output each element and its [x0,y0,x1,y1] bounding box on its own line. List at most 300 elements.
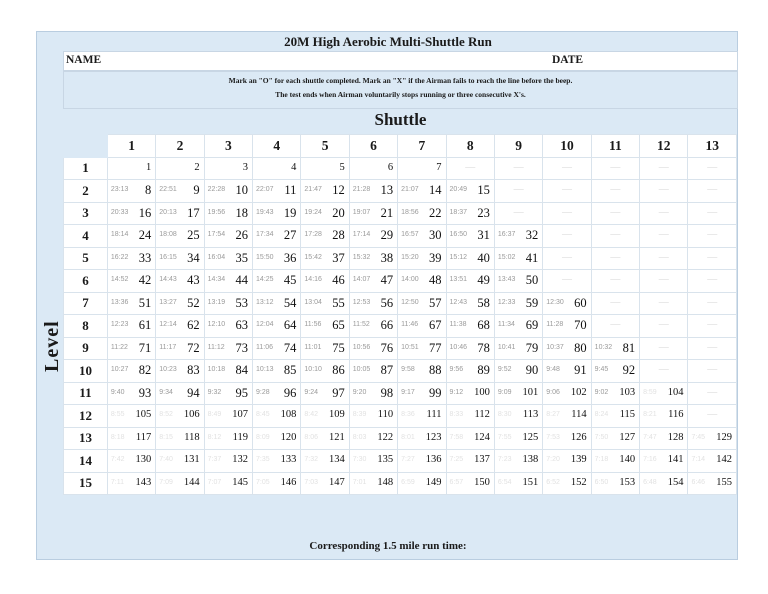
shuttle-cell[interactable] [446,157,494,180]
shuttle-cell[interactable] [301,360,349,383]
shuttle-number: 146 [280,476,297,488]
shuttle-cell[interactable] [301,405,349,428]
shuttle-cell[interactable] [640,247,688,270]
shuttle-cell[interactable] [494,360,542,383]
shuttle-number: 54 [283,295,297,310]
shuttle-number: 153 [619,476,636,488]
shuttle-cell[interactable] [204,405,252,428]
shuttle-cell[interactable] [591,360,639,383]
shuttle-number: 93 [138,385,152,400]
shuttle-cell[interactable] [446,450,494,473]
shuttle-cell[interactable] [204,292,252,315]
shuttle-cell[interactable] [204,450,252,473]
run-time: 14:00 [401,276,419,283]
shuttle-number: 35 [235,250,249,265]
shuttle-number: 2 [194,161,200,173]
empty-dash: — [707,251,718,263]
shuttle-number: 117 [135,431,152,443]
shuttle-cell[interactable] [253,292,301,315]
shuttle-number: 143 [135,476,152,488]
shuttle-cell[interactable] [107,157,155,180]
shuttle-number: 1 [146,161,152,173]
empty-dash: — [610,251,621,263]
shuttle-column-header: 12 [640,135,688,158]
run-time: 16:22 [110,253,129,261]
shuttle-cell[interactable] [204,360,252,383]
shuttle-cell[interactable] [349,202,397,225]
run-time: 7:11 [110,478,125,486]
shuttle-cell[interactable] [301,315,349,338]
shuttle-cell[interactable] [398,360,446,383]
shuttle-cell[interactable] [398,315,446,338]
run-time: 22:28 [207,186,226,193]
shuttle-cell[interactable] [640,450,688,473]
shuttle-cell[interactable] [349,180,397,203]
shuttle-number: 47 [380,273,394,287]
shuttle-cell[interactable] [156,202,204,225]
shuttle-cell[interactable] [688,427,737,450]
shuttle-cell[interactable] [301,157,349,180]
shuttle-cell[interactable] [688,270,737,293]
run-time: 13:43 [497,276,516,283]
shuttle-cell[interactable] [591,202,639,225]
run-time-footer: Corresponding 1.5 mile run time: [309,540,467,552]
shuttle-number: 71 [138,340,152,355]
shuttle-cell[interactable] [446,270,494,293]
shuttle-cell[interactable] [204,225,252,248]
shuttle-cell[interactable] [253,202,301,225]
level-number: 11 [64,382,108,405]
level-row [64,337,737,360]
run-time: 14:43 [159,276,177,283]
shuttle-cell[interactable] [398,292,446,315]
shuttle-cell[interactable] [640,360,688,383]
shuttle-cell[interactable] [301,427,349,450]
shuttle-cell[interactable] [204,315,252,338]
shuttle-cell[interactable] [494,427,542,450]
shuttle-column-header: 10 [543,135,591,158]
run-time: 13:27 [159,298,177,306]
shuttle-number: 83 [187,363,200,377]
shuttle-cell[interactable] [446,360,494,383]
run-time: 8:52 [159,411,173,418]
run-time: 17:14 [352,231,371,238]
shuttle-cell[interactable] [107,225,155,248]
shuttle-number: 118 [184,431,200,443]
shuttle-cell[interactable] [591,180,639,203]
shuttle-cell[interactable] [156,292,204,315]
shuttle-cell[interactable] [640,382,688,405]
shuttle-cell[interactable] [253,157,301,180]
shuttle-cell[interactable] [349,270,397,293]
run-time: 11:01 [304,343,322,351]
shuttle-cell[interactable] [543,405,591,428]
shuttle-number: 114 [571,409,587,420]
run-time: 16:15 [159,253,177,261]
shuttle-number: 136 [425,454,442,465]
run-time: 8:33 [449,411,464,418]
shuttle-cell[interactable] [543,247,591,270]
shuttle-cell[interactable] [591,450,639,473]
shuttle-cell[interactable] [591,337,639,360]
shuttle-cell[interactable] [640,315,688,338]
shuttle-number: 72 [187,340,200,355]
shuttle-cell[interactable] [156,450,204,473]
shuttle-cell[interactable] [446,337,494,360]
shuttle-cell[interactable] [301,450,349,473]
shuttle-cell[interactable] [398,472,446,495]
shuttle-cell[interactable] [156,382,204,405]
shuttle-cell[interactable] [349,157,397,180]
run-time: 7:40 [159,456,173,463]
shuttle-cell[interactable] [640,225,688,248]
shuttle-cell[interactable] [494,270,542,293]
shuttle-cell[interactable] [349,315,397,338]
shuttle-column-header: 8 [446,135,494,158]
shuttle-cell[interactable] [494,337,542,360]
shuttle-cell[interactable] [494,292,542,315]
shuttle-cell[interactable] [107,180,155,203]
shuttle-cell[interactable] [301,292,349,315]
shuttle-cell[interactable] [446,405,494,428]
shuttle-cell[interactable] [204,472,252,495]
shuttle-cell[interactable] [591,292,639,315]
level-number: 12 [64,405,108,428]
shuttle-number: 39 [429,250,442,265]
shuttle-cell[interactable] [349,450,397,473]
shuttle-cell[interactable] [446,225,494,248]
shuttle-cell[interactable] [591,472,639,495]
shuttle-cell[interactable] [688,202,737,225]
shuttle-cell[interactable] [688,382,737,405]
run-time: 6:52 [546,478,560,486]
shuttle-cell[interactable] [301,382,349,405]
run-time: 13:04 [304,298,322,306]
shuttle-number: 101 [522,386,539,398]
shuttle-cell[interactable] [543,450,591,473]
shuttle-cell[interactable] [107,292,155,315]
run-time: 6:48 [643,478,657,486]
shuttle-cell[interactable] [156,427,204,450]
shuttle-cell[interactable] [349,225,397,248]
shuttle-cell[interactable] [688,405,737,428]
level-number: 4 [64,225,108,248]
shuttle-cell[interactable] [253,405,301,428]
shuttle-cell[interactable] [107,315,155,338]
shuttle-number: 18 [235,205,249,220]
shuttle-cell[interactable] [398,405,446,428]
run-time: 7:01 [352,478,367,486]
shuttle-cell[interactable] [301,337,349,360]
run-time: 11:52 [352,321,370,328]
shuttle-number: 109 [329,409,345,420]
shuttle-cell[interactable] [156,360,204,383]
shuttle-cell[interactable] [446,427,494,450]
shuttle-cell[interactable] [349,360,397,383]
shuttle-number: 78 [477,340,490,355]
shuttle-cell[interactable] [640,180,688,203]
shuttle-cell[interactable] [204,337,252,360]
shuttle-number: 108 [280,409,297,420]
date-label: DATE [552,54,584,66]
shuttle-cell[interactable] [253,315,301,338]
shuttle-cell[interactable] [494,450,542,473]
shuttle-cell[interactable] [156,247,204,270]
shuttle-cell[interactable] [446,292,494,315]
shuttle-number: 64 [283,318,297,332]
shuttle-cell[interactable] [398,247,446,270]
shuttle-cell[interactable] [156,405,204,428]
shuttle-cell[interactable] [494,225,542,248]
shuttle-cell[interactable] [301,247,349,270]
shuttle-cell[interactable] [543,382,591,405]
shuttle-cell[interactable] [640,427,688,450]
shuttle-cell[interactable] [253,360,301,383]
run-time: 11:46 [401,321,419,328]
shuttle-cell[interactable] [543,360,591,383]
empty-dash: — [707,274,718,285]
shuttle-cell[interactable] [107,450,155,473]
empty-dash: — [658,341,669,353]
shuttle-number: 69 [525,318,539,332]
shuttle-cell[interactable] [253,450,301,473]
shuttle-number: 14 [429,183,442,197]
shuttle-cell[interactable] [204,427,252,450]
shuttle-cell[interactable] [640,270,688,293]
shuttle-cell[interactable] [494,382,542,405]
shuttle-cell[interactable] [543,472,591,495]
shuttle-number: 23 [477,205,490,220]
shuttle-number: 29 [380,228,394,242]
shuttle-cell[interactable] [688,292,737,315]
shuttle-cell[interactable] [591,157,639,180]
shuttle-cell[interactable] [591,405,639,428]
run-time: 8:12 [207,433,222,441]
run-time: 18:56 [401,208,419,216]
shuttle-cell[interactable] [349,472,397,495]
shuttle-cell[interactable] [640,157,688,180]
shuttle-cell[interactable] [156,472,204,495]
shuttle-cell[interactable] [204,157,252,180]
empty-dash: — [513,161,524,173]
run-time: 10:41 [497,343,516,351]
run-time: 22:07 [256,186,274,193]
shuttle-cell[interactable] [543,157,591,180]
shuttle-cell[interactable] [688,337,737,360]
shuttle-cell[interactable] [349,427,397,450]
shuttle-cell[interactable] [107,247,155,270]
shuttle-cell[interactable] [156,157,204,180]
shuttle-cell[interactable] [494,315,542,338]
run-time: 10:37 [546,343,564,351]
run-time: 15:50 [256,253,274,261]
shuttle-cell[interactable] [107,337,155,360]
shuttle-cell[interactable] [591,247,639,270]
shuttle-cell[interactable] [301,202,349,225]
shuttle-cell[interactable] [640,405,688,428]
shuttle-cell[interactable] [398,225,446,248]
shuttle-cell[interactable] [591,427,639,450]
shuttle-cell[interactable] [253,247,301,270]
shuttle-number: 147 [329,476,345,488]
run-time: 16:04 [207,253,226,261]
shuttle-cell[interactable] [543,315,591,338]
sheet-title: 20M High Aerobic Multi-Shuttle Run [284,34,492,49]
shuttle-cell[interactable] [688,157,737,180]
run-time: 7:25 [449,456,464,463]
shuttle-cell[interactable] [398,202,446,225]
shuttle-cell[interactable] [107,202,155,225]
run-time: 12:43 [449,298,468,306]
instructions [63,71,738,109]
shuttle-cell[interactable] [446,382,494,405]
shuttle-cell[interactable] [688,315,737,338]
shuttle-number: 10 [235,183,249,197]
shuttle-cell[interactable] [398,382,446,405]
shuttle-cell[interactable] [640,337,688,360]
shuttle-cell[interactable] [253,225,301,248]
run-time: 7:37 [207,456,222,463]
shuttle-cell[interactable] [349,405,397,428]
shuttle-number: 90 [525,363,539,377]
shuttle-number: 9 [193,183,200,197]
shuttle-cell[interactable] [446,315,494,338]
shuttle-cell[interactable] [204,247,252,270]
shuttle-cell[interactable] [494,405,542,428]
shuttle-cell[interactable] [204,270,252,293]
shuttle-cell[interactable] [156,270,204,293]
shuttle-cell[interactable] [398,427,446,450]
shuttle-cell[interactable] [204,382,252,405]
shuttle-cell[interactable] [349,337,397,360]
shuttle-cell[interactable] [107,270,155,293]
shuttle-cell[interactable] [640,472,688,495]
shuttle-cell[interactable] [543,427,591,450]
shuttle-number: 57 [429,295,442,310]
shuttle-number: 73 [235,340,249,355]
shuttle-cell[interactable] [543,225,591,248]
run-time: 11:34 [497,321,515,328]
level-number: 1 [64,157,108,180]
empty-dash: — [561,251,572,263]
shuttle-number: 3 [242,161,249,173]
shuttle-cell[interactable] [107,427,155,450]
shuttle-cell[interactable] [398,270,446,293]
shuttle-cell[interactable] [349,247,397,270]
shuttle-cell[interactable] [446,180,494,203]
shuttle-cell[interactable] [301,270,349,293]
shuttle-cell[interactable] [494,472,542,495]
run-time: 7:14 [691,456,706,463]
shuttle-cell[interactable] [591,225,639,248]
shuttle-cell[interactable] [543,180,591,203]
shuttle-cell[interactable] [688,472,737,495]
shuttle-cell[interactable] [349,292,397,315]
empty-dash: — [658,319,669,330]
shuttle-cell[interactable] [640,292,688,315]
shuttle-cell[interactable] [688,360,737,383]
run-time: 7:27 [401,456,415,463]
level-row [64,405,737,428]
run-time: 8:15 [159,433,173,441]
shuttle-cell[interactable] [543,270,591,293]
shuttle-cell[interactable] [204,180,252,203]
shuttle-cell[interactable] [446,472,494,495]
shuttle-cell[interactable] [253,337,301,360]
shuttle-cell[interactable] [494,180,542,203]
shuttle-cell[interactable] [398,337,446,360]
shuttle-cell[interactable] [156,315,204,338]
shuttle-number: 150 [474,476,490,488]
shuttle-cell[interactable] [688,225,737,248]
shuttle-cell[interactable] [543,337,591,360]
shuttle-cell[interactable] [156,180,204,203]
shuttle-number: 120 [280,431,297,443]
shuttle-cell[interactable] [253,180,301,203]
shuttle-cell[interactable] [446,247,494,270]
score-sheet [36,31,738,560]
shuttle-cell[interactable] [543,292,591,315]
shuttle-cell[interactable] [107,472,155,495]
shuttle-cell[interactable] [156,337,204,360]
shuttle-cell[interactable] [446,202,494,225]
shuttle-cell[interactable] [156,225,204,248]
shuttle-cell[interactable] [591,382,639,405]
shuttle-cell[interactable] [640,202,688,225]
name-label: NAME [66,54,102,66]
shuttle-cell[interactable] [301,180,349,203]
shuttle-cell[interactable] [204,202,252,225]
run-time: 8:49 [207,411,222,418]
shuttle-cell[interactable] [688,247,737,270]
shuttle-cell[interactable] [301,472,349,495]
shuttle-cell[interactable] [591,270,639,293]
shuttle-cell[interactable] [543,202,591,225]
shuttle-cell[interactable] [398,450,446,473]
shuttle-cell[interactable] [591,315,639,338]
shuttle-number: 84 [235,363,249,377]
shuttle-cell[interactable] [301,225,349,248]
shuttle-cell[interactable] [398,180,446,203]
shuttle-cell[interactable] [349,382,397,405]
shuttle-cell[interactable] [107,360,155,383]
shuttle-cell[interactable] [107,382,155,405]
shuttle-cell[interactable] [253,270,301,293]
shuttle-cell[interactable] [494,157,542,180]
empty-dash: — [707,184,718,195]
shuttle-cell[interactable] [253,382,301,405]
shuttle-cell[interactable] [494,202,542,225]
shuttle-cell[interactable] [253,472,301,495]
shuttle-cell[interactable] [494,247,542,270]
shuttle-cell[interactable] [253,427,301,450]
shuttle-column-header: 13 [688,135,737,158]
level-number: 2 [64,180,108,203]
shuttle-cell[interactable] [688,180,737,203]
run-time: 10:27 [110,366,129,373]
level-number: 14 [64,450,108,473]
empty-dash: — [707,319,718,330]
shuttle-cell[interactable] [398,157,446,180]
shuttle-number: 149 [425,476,442,488]
shuttle-number: 80 [574,340,587,355]
run-time: 9:12 [449,388,464,396]
shuttle-number: 65 [332,318,345,332]
shuttle-cell[interactable] [107,405,155,428]
shuttle-cell[interactable] [688,450,737,473]
shuttle-number: 138 [522,454,539,465]
shuttle-number: 20 [332,205,345,220]
